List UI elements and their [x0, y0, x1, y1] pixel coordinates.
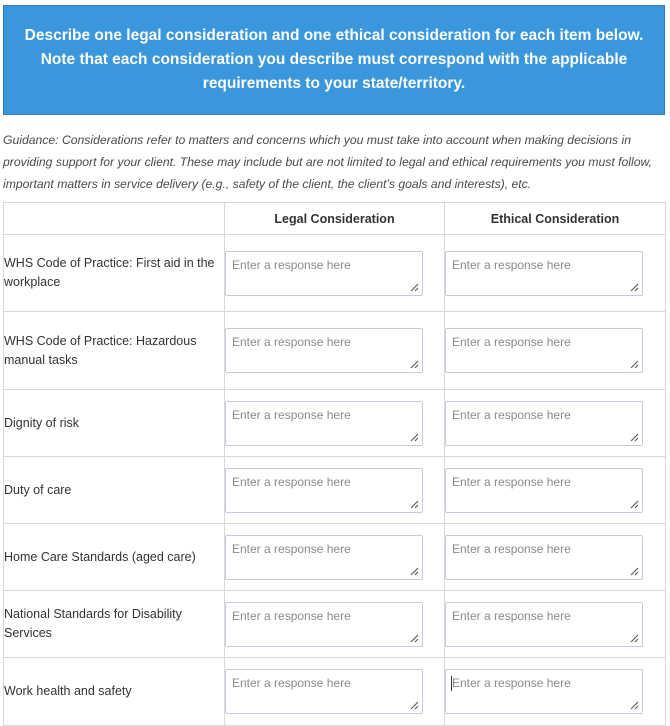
- table-row: [4, 457, 666, 524]
- resize-handle-icon[interactable]: [630, 567, 639, 576]
- instructions-line: Describe one legal consideration and one ethical consideration for each item below.: [24, 27, 644, 44]
- resize-handle-icon[interactable]: [410, 701, 419, 710]
- input-placeholder: Enter a response here: [452, 407, 571, 422]
- resize-handle-icon[interactable]: [410, 567, 419, 576]
- ethical-response-input[interactable]: [445, 328, 643, 373]
- resize-handle-icon[interactable]: [410, 500, 419, 509]
- legal-response-input[interactable]: [225, 669, 423, 714]
- considerations-table: [3, 202, 666, 726]
- resize-handle-icon[interactable]: [630, 500, 639, 509]
- input-placeholder: Enter a response here: [232, 676, 351, 690]
- row-label: Duty of care: [4, 457, 225, 524]
- input-placeholder: Enter a response here: [232, 474, 351, 489]
- legal-response-input[interactable]: [225, 251, 423, 296]
- table-row: [4, 312, 666, 390]
- ethical-response-input[interactable]: [445, 468, 643, 513]
- input-placeholder: Enter a response here: [452, 676, 571, 690]
- resize-handle-icon[interactable]: [410, 360, 419, 369]
- input-placeholder: Enter a response here: [452, 541, 571, 556]
- ethical-response-input[interactable]: [445, 401, 643, 446]
- table-header-row: [4, 203, 666, 235]
- legal-response-input[interactable]: [225, 401, 423, 446]
- ethical-response-input[interactable]: [445, 602, 643, 647]
- column-header-legal: Legal Consideration: [225, 203, 445, 235]
- input-placeholder: Enter a response here: [232, 541, 351, 556]
- legal-cell: [225, 524, 445, 591]
- input-placeholder: Enter a response here: [452, 257, 571, 272]
- guidance-text: Guidance: Considerations refer to matters and concerns which you must take into account when making decisions in providing support for your client. These may include but are not limited to legal and ethical requirements you must follow, important matters in service delivery (e.g., safety of the client, the client’s goals and interests), etc.: [3, 133, 652, 191]
- input-placeholder: Enter a response here: [232, 257, 351, 272]
- legal-cell: [225, 235, 445, 312]
- input-placeholder: Enter a response here: [452, 335, 571, 349]
- legal-cell: [225, 390, 445, 457]
- ethical-cell: [445, 390, 666, 457]
- instructions-text: [7, 24, 662, 96]
- legal-cell: [225, 658, 445, 726]
- resize-handle-icon[interactable]: [630, 433, 639, 442]
- ethical-response-input[interactable]: [445, 535, 643, 580]
- input-placeholder: Enter a response here: [452, 474, 571, 489]
- legal-response-input[interactable]: [225, 468, 423, 513]
- table-row: [4, 658, 666, 726]
- row-label: Home Care Standards (aged care): [4, 524, 225, 591]
- row-label: National Standards for Disability Services: [4, 591, 225, 658]
- table-row: [4, 524, 666, 591]
- input-placeholder: Enter a response here: [232, 335, 351, 349]
- resize-handle-icon[interactable]: [410, 634, 419, 643]
- resize-handle-icon[interactable]: [410, 433, 419, 442]
- ethical-cell: [445, 457, 666, 524]
- ethical-cell: [445, 235, 666, 312]
- legal-cell: [225, 312, 445, 390]
- legal-response-input[interactable]: [225, 602, 423, 647]
- ethical-response-input[interactable]: [445, 251, 643, 296]
- legal-response-input[interactable]: [225, 328, 423, 373]
- ethical-response-input[interactable]: [445, 669, 643, 714]
- input-placeholder: Enter a response here: [452, 608, 571, 623]
- row-label: Work health and safety: [4, 658, 225, 726]
- resize-handle-icon[interactable]: [630, 283, 639, 292]
- legal-cell: [225, 457, 445, 524]
- row-label: WHS Code of Practice: First aid in the workplace: [4, 235, 225, 312]
- legal-response-input[interactable]: [225, 535, 423, 580]
- legal-cell: [225, 591, 445, 658]
- resize-handle-icon[interactable]: [630, 634, 639, 643]
- input-placeholder: Enter a response here: [232, 407, 351, 422]
- ethical-cell: [445, 524, 666, 591]
- instructions-banner: [3, 5, 665, 115]
- table-row: [4, 390, 666, 457]
- row-label: Dignity of risk: [4, 390, 225, 457]
- ethical-cell: [445, 658, 666, 726]
- column-header-ethical: Ethical Consideration: [445, 203, 666, 235]
- instructions-line: requirements to your state/territory.: [202, 75, 466, 92]
- row-label: WHS Code of Practice: Hazardous manual tasks: [4, 312, 225, 390]
- instructions-line: Note that each consideration you describe must correspond with the applicable: [40, 51, 628, 68]
- table-row: [4, 591, 666, 658]
- resize-handle-icon[interactable]: [630, 701, 639, 710]
- ethical-cell: [445, 312, 666, 390]
- column-header-item: [4, 203, 225, 235]
- table-row: [4, 235, 666, 312]
- input-placeholder: Enter a response here: [232, 608, 351, 623]
- resize-handle-icon[interactable]: [410, 283, 419, 292]
- text-cursor: [451, 676, 452, 691]
- resize-handle-icon[interactable]: [630, 360, 639, 369]
- ethical-cell: [445, 591, 666, 658]
